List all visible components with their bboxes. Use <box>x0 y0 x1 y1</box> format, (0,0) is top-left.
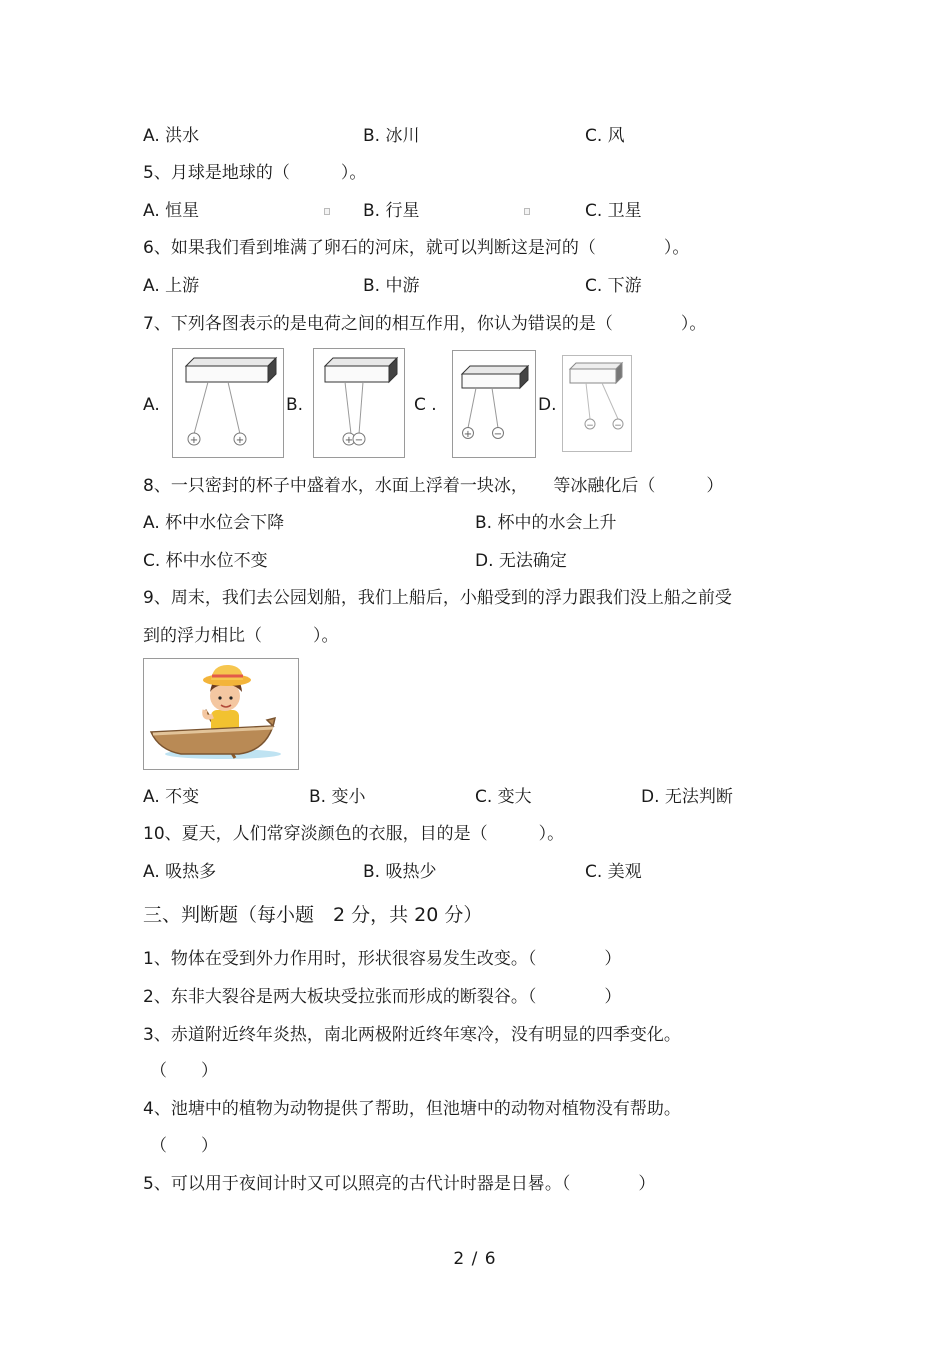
q6-stem: 6、如果我们看到堆满了卵石的河床，就可以判断这是河的（ ）。 <box>143 238 690 258</box>
q7-figure-a <box>172 348 284 458</box>
q9-stem-line1: 9、周末，我们去公园划船，我们上船后，小船受到的浮力跟我们没上船之前受 <box>143 588 732 608</box>
q10-option-c: C. 美观 <box>585 862 642 882</box>
q4-option-b: B. 冰川 <box>363 126 420 146</box>
charge-b1: + <box>344 435 354 446</box>
q6-option-c: C. 下游 <box>585 276 642 296</box>
placeholder-glyph-icon <box>324 208 330 215</box>
q10-stem: 10、夏天，人们常穿淡颜色的衣服，目的是（ ）。 <box>143 824 565 844</box>
judge-item-2: 2、东非大裂谷是两大板块受拉张而形成的断裂谷。（ ） <box>143 987 622 1007</box>
charge-a1: + <box>189 435 199 446</box>
q5-stem: 5、月球是地球的（ ）。 <box>143 163 367 183</box>
judge-item-5: 5、可以用于夜间计时又可以照亮的古代计时器是日晷。（ ） <box>143 1174 656 1194</box>
charge-d1: − <box>586 421 594 431</box>
charge-d2: − <box>614 421 622 431</box>
judge-item-3: 3、赤道附近终年炎热，南北两极附近终年寒冷，没有明显的四季变化。 <box>143 1025 681 1045</box>
judge-item-3-blank: （ ） <box>150 1061 218 1081</box>
q8-option-c: C. 杯中水位不变 <box>143 551 268 571</box>
q5-option-c: C. 卫星 <box>585 201 642 221</box>
q8-option-b: B. 杯中的水会上升 <box>475 513 617 533</box>
q6-option-a: A. 上游 <box>143 276 200 296</box>
charge-c1: + <box>463 429 473 440</box>
q8-stem: 8、一只密封的杯子中盛着水，水面上浮着一块冰， 等冰融化后（ ） <box>143 476 724 496</box>
q9-boat-illustration <box>143 658 299 770</box>
q7-stem: 7、下列各图表示的是电荷之间的相互作用，你认为错误的是（ ）。 <box>143 314 707 334</box>
q4-option-a: A. 洪水 <box>143 126 200 146</box>
placeholder-glyph-icon <box>524 208 530 215</box>
q9-stem-line2: 到的浮力相比（ ）。 <box>143 626 339 646</box>
charge-a2: + <box>235 435 245 446</box>
charge-b2: − <box>354 435 364 446</box>
q10-option-a: A. 吸热多 <box>143 862 217 882</box>
q8-option-a: A. 杯中水位会下降 <box>143 513 285 533</box>
q7-label-a: A. <box>143 395 160 415</box>
q7-label-c: C . <box>414 395 437 415</box>
q10-option-b: B. 吸热少 <box>363 862 437 882</box>
judge-item-4-blank: （ ） <box>150 1136 218 1156</box>
q9-option-d: D. 无法判断 <box>641 787 733 807</box>
q7-figure-d <box>562 355 632 452</box>
q4-option-c: C. 风 <box>585 126 625 146</box>
q6-option-b: B. 中游 <box>363 276 420 296</box>
q8-option-d: D. 无法确定 <box>475 551 567 571</box>
q7-label-b: B. <box>286 395 304 415</box>
q5-option-b: B. 行星 <box>363 201 420 221</box>
page-number: 2 / 6 <box>453 1249 497 1269</box>
section-3-title: 三、判断题（每小题 2 分，共 20 分） <box>143 904 483 926</box>
q9-option-a: A. 不变 <box>143 787 200 807</box>
q5-option-a: A. 恒星 <box>143 201 200 221</box>
judge-item-4: 4、池塘中的植物为动物提供了帮助，但池塘中的动物对植物没有帮助。 <box>143 1099 681 1119</box>
q7-figure-b <box>313 348 405 458</box>
q7-figure-c <box>452 350 536 458</box>
q9-option-b: B. 变小 <box>309 787 366 807</box>
charge-c2: − <box>493 429 503 440</box>
q9-option-c: C. 变大 <box>475 787 532 807</box>
judge-item-1: 1、物体在受到外力作用时，形状很容易发生改变。（ ） <box>143 949 622 969</box>
q7-label-d: D. <box>538 395 557 415</box>
